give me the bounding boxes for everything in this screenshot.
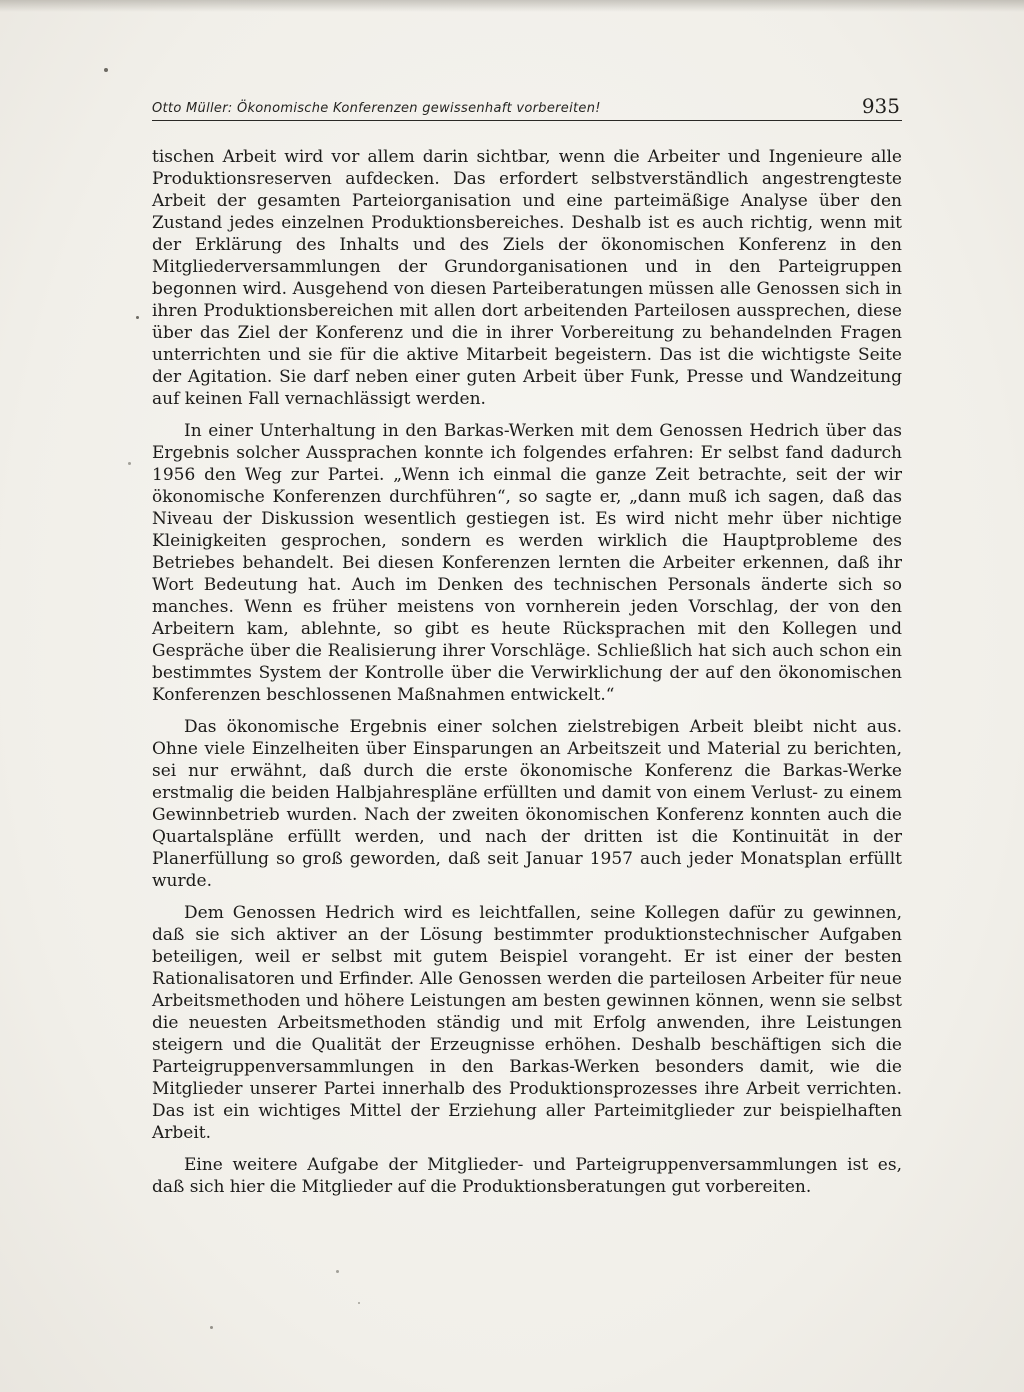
scan-speck xyxy=(210,1326,213,1329)
scan-speck xyxy=(358,1302,360,1304)
scan-speck xyxy=(104,68,108,72)
running-title: Otto Müller: Ökonomische Konferenzen gewissenhaft vorbereiten! xyxy=(152,101,601,116)
paragraph-economic-result: Das ökonomische Ergebnis einer solchen zielstrebigen Arbeit bleibt nicht aus. Ohne viele Einzelheiten über Einsparungen an Arbeitszeit und Material zu berichten, sei nur erwähnt, daß durch die erste ökonomische Konferenz die Barkas-Werke erstmalig die beiden Halbjahrespläne erfüllten und damit von einem Verlust- zu einem Gewinnbetrieb wurden. Nach der zweiten ökonomischen Konferenz konnten auch die Quartalspläne erfüllt werden, und nach der dritten ist die Kontinuität in der Planerfüllung so groß geworden, daß seit Januar 1957 auch jeder Monatsplan erfüllt wurde. xyxy=(152,717,902,891)
scan-edge-shadow xyxy=(0,0,1024,12)
scan-speck xyxy=(136,316,139,319)
scan-speck xyxy=(128,462,131,465)
running-head xyxy=(152,92,902,121)
scan-speck xyxy=(336,1270,339,1273)
article-body xyxy=(152,146,902,1208)
paragraph-further-task: Eine weitere Aufgabe der Mitglieder- und Parteigruppenversammlungen ist es, daß sich hier die Mitglieder auf die Produktionsberatungen gut vorbereiten. xyxy=(152,1155,902,1197)
paragraph-hedrich-interview: In einer Unterhaltung in den Barkas-Werken mit dem Genossen Hedrich über das Ergebnis solcher Aussprachen konnte ich folgendes erfahren: Er selbst fand dadurch 1956 den Weg zur Partei. „Wenn ich einmal die ganze Zeit betrachte, seit der wir ökonomische Konferenzen durchführen“, so sagte er, „dann muß ich sagen, daß das Niveau der Diskussion wesentlich gestiegen ist. Es wird nicht mehr über nichtige Kleinigkeiten gesprochen, sondern es werden wirklich die Hauptprobleme des Betriebes behandelt. Bei diesen Konferenzen lernten die Arbeiter erkennen, daß ihr Wort Bedeutung hat. Auch im Denken des technischen Personals änderte sich so manches. Wenn es früher meistens von vornherein jeden Vorschlag, der von den Arbeitern kam, ablehnte, so gibt es heute Rücksprachen mit den Kollegen und Gespräche über die Realisierung ihrer Vorschläge. Schließlich hat sich auch schon ein bestimmtes System der Kontrolle über die Verwirklichung der auf den ökonomischen Konferenzen beschlossenen Maßnahmen entwickelt.“ xyxy=(152,421,902,705)
page-number: 935 xyxy=(861,94,900,118)
paragraph-continuation: tischen Arbeit wird vor allem darin sichtbar, wenn die Arbeiter und Ingenieure alle Produktionsreserven aufdecken. Das erfordert selbstverständlich angestrengteste Arbeit der gesamten Parteiorganisation und eine parteimäßige Analyse über den Zustand jedes einzelnen Produktionsbereiches. Deshalb ist es auch richtig, wenn mit der Erklärung des Inhalts und des Ziels der ökonomischen Konferenz in den Mitgliederversammlungen der Grundorganisationen und in den Parteigruppen begonnen wird. Ausgehend von diesen Parteiberatungen müssen alle Genossen sich in ihren Produktionsbereichen mit allen dort arbeitenden Parteilosen aussprechen, diese über das Ziel der Konferenz und die in ihrer Vorbereitung zu behandelnden Fragen unterrichten und sie für die aktive Mitarbeit begeistern. Das ist die wichtigste Seite der Agitation. Sie darf neben einer guten Arbeit über Funk, Presse und Wandzeitung auf keinen Fall vernachlässigt werden. xyxy=(152,147,902,409)
paragraph-hedrich-example: Dem Genossen Hedrich wird es leichtfallen, seine Kollegen dafür zu gewinnen, daß sie sich aktiver an der Lösung bestimmter produktionstechnischer Aufgaben beteiligen, weil er selbst mit gutem Beispiel vorangeht. Er ist einer der besten Rationalisatoren und Erfinder. Alle Genossen werden die parteilosen Arbeiter für neue Arbeitsmethoden und höhere Leistungen am besten gewinnen können, wenn sie selbst die neuesten Arbeitsmethoden ständig und mit Erfolg anwenden, ihre Leistungen steigern und die Qualität der Erzeugnisse erhöhen. Deshalb beschäftigen sich die Parteigruppenversammlungen in den Barkas-Werken besonders damit, wie die Mitglieder unserer Partei innerhalb des Produktionsprozesses ihre Arbeit verrichten. Das ist ein wichtiges Mittel der Erziehung aller Parteimitglieder zur beispielhaften Arbeit. xyxy=(152,903,902,1143)
